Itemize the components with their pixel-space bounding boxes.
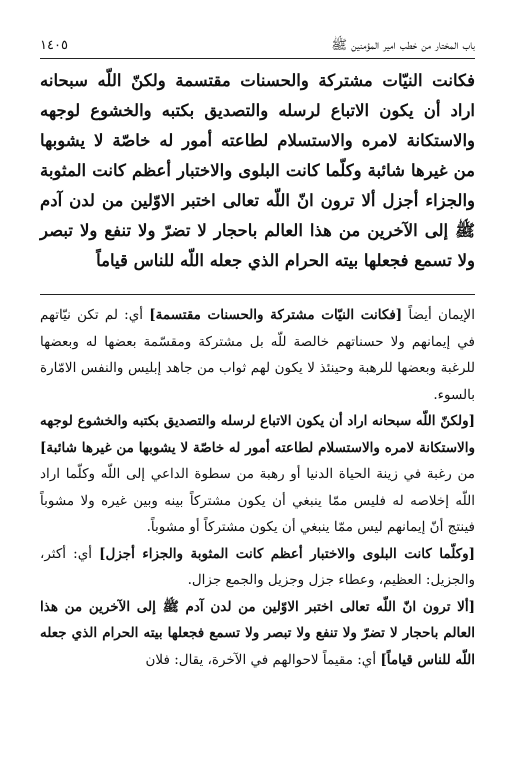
commentary-paragraph (40, 302, 475, 408)
commentary-text: أي: لم تكن نيّاتهم في إيمانهم ولا حسناتهم خالصة للّه بل مشتركة ومقسّمة بعضها له وبعضها للرغبة وبعضها للرهبة وحينئذ لا يكون لهم ثواب من جاهد إبليس والنفس الامّارة بالسوء. (40, 307, 475, 403)
commentary-paragraph (40, 594, 475, 674)
commentary-quote: [وكلّما كانت البلوى والاختبار أعظم كانت المثوبة والجزاء أجزل] (99, 545, 475, 562)
commentary-quote: [ألا ترون انّ اللّه تعالى اختبر الاوّلين من لدن آدم ﷺ إلى الآخرين من هذا العالم باحجار لا تضرّ ولا تنفع ولا تبصر ولا تسمع فجعلها بيته الحرام الذي جعله اللّه للناس قياماً] (40, 598, 475, 668)
commentary-paragraph (40, 408, 475, 541)
commentary-quote: [فكانت النيّات مشتركة والحسنات مقتسمة] (149, 307, 403, 323)
commentary-block (40, 302, 475, 673)
main-text-block (40, 66, 475, 276)
chapter-title: باب المختار من خطب امير المؤمنين ﷺ (331, 38, 475, 53)
commentary-paragraph (40, 541, 475, 594)
page-header (40, 28, 475, 59)
commentary-text: أي: أكثر، والجزيل: العظيم، وعطاء جزل وجزيل والجمع جزال. (40, 545, 475, 588)
commentary-text: الإيمان أيضاً (402, 307, 475, 323)
commentary-quote: [ولكنّ اللّه سبحانه اراد أن يكون الاتباع لرسله والتصديق بكتبه والخشوع لوجهه والاستكانة لامره والاستسلام لطاعته أمور له خاصّة لا يشوبها من غيرها شائبة] (40, 413, 475, 456)
commentary-text: أي: مقيماً لاحوالهم في الآخرة، يقال: فلان (145, 651, 381, 668)
footnote-separator (40, 294, 475, 295)
page-number: ١٤٠٥ (40, 38, 68, 53)
commentary-text: من رغبة في زينة الحياة الدنيا أو رهبة من سطوة الداعي إلى اللّه وكلّما اراد اللّه إخلاصه له فليس ممّا ينبغي أن يكون مشتركاً بينه وبين غيره ولا مشوباً فينتج أنّ إيمانهم ليس ممّا ينبغي أن يكون مشتركاً أو مشوباً. (40, 466, 475, 535)
main-paragraph: فكانت النيّات مشتركة والحسنات مقتسمة ولكنّ اللّه سبحانه اراد أن يكون الاتباع لرسله والتصديق بكتبه والخشوع لوجهه والاستكانة لامره والاستسلام لطاعته أمور له خاصّة لا يشوبها من غيرها شائبة وكلّما كانت البلوى والاختبار أعظم كانت المثوبة والجزاء أجزل ألا ترون انّ اللّه تعالى اختبر الاوّلين من لدن آدم ﷺ إلى الآخرين من هذا العالم باحجار لا تضرّ ولا تنفع ولا تبصر ولا تسمع فجعلها بيته الحرام الذي جعله اللّه للناس قياماً (40, 71, 475, 270)
